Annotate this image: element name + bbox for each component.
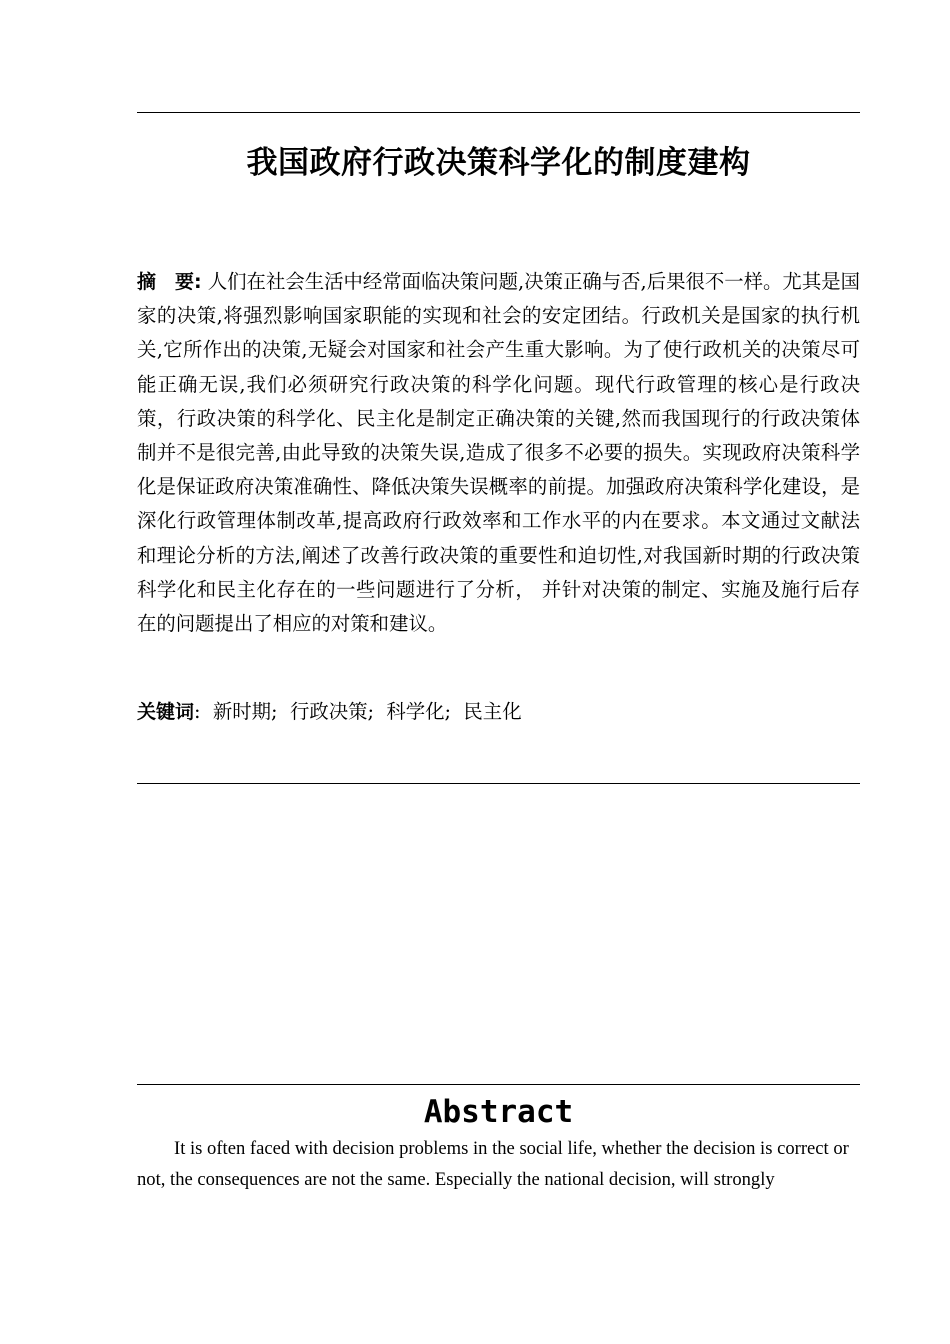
keyword-4: 民主化 [463,700,522,723]
keywords-label: 关键词 [137,701,195,723]
document-title: 我国政府行政决策科学化的制度建构 [246,145,751,181]
keyword-3: 科学化; [386,700,452,723]
top-divider [137,112,860,113]
keyword-2: 行政决策; [289,700,375,723]
keywords [137,696,860,728]
chinese-abstract [137,265,860,641]
english-abstract-title: Abstract [423,1094,574,1130]
abstract-label: 摘 要: [137,271,202,293]
english-abstract-body: It is often faced with decision problems in the social life, whether the decision is correct or not, the consequences are not the same. Especially the national decision, will strongly [137,1138,849,1190]
abstract-body: 人们在社会生活中经常面临决策问题,决策正确与否,后果很不一样。尤其是国家的决策,将强烈影响国家职能的实现和社会的安定团结。行政机关是国家的执行机关,它所作出的决策,无疑会对国家和社会产生重大影响。为了使行政机关的决策尽可能正确无误,我们必须研究行政决策的科学化问题。现代行政管理的核心是行政决策，行政决策的科学化、民主化是制定正确决策的关键,然而我国现行的行政决策体制并不是很完善,由此导致的决策失误,造成了很多不必要的损失。实现政府决策科学化是保证政府决策准确性、降低决策失误概率的前提。加强政府决策科学化建设，是深化行政管理体制改革,提高政府行政效率和工作水平的内在要求。本文通过文献法和理论分析的方法,阐述了改善行政决策的重要性和迫切性,对我国新时期的行政决策科学化和民主化存在的一些问题进行了分析， 并针对决策的制定、实施及施行后存在的问题提出了相应的对策和建议。 [137,270,860,636]
keywords-colon: : [194,700,201,723]
keyword-1: 新时期; [212,700,278,723]
middle-divider [137,783,860,784]
english-section-divider [137,1084,860,1085]
